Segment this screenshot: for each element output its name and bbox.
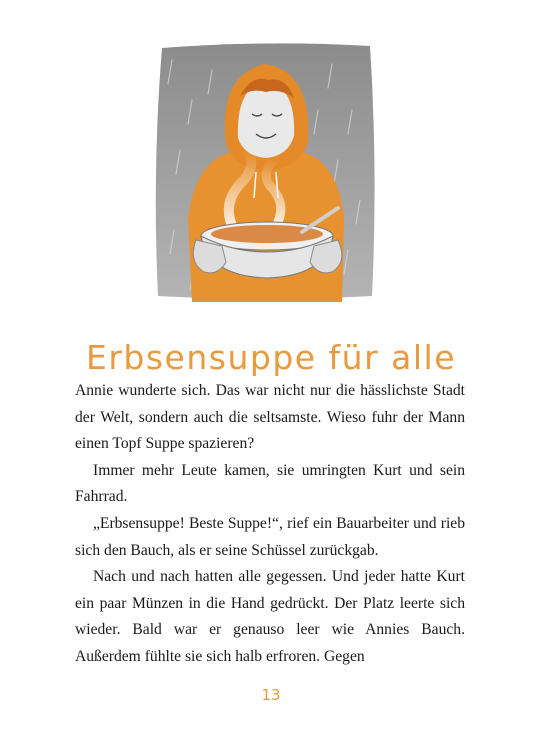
paragraph: Nach und nach hatten alle gegessen. Und jeder hatte Kurt ein paar Münzen in die Hand gedrückt. Der Platz leerte sich wieder. Bald war er genauso leer wie Annies Bauch. Außerdem fühlte sie sich halb erfroren. Gegen	[75, 568, 465, 665]
story-text	[75, 378, 465, 671]
paragraph: „Erbsensuppe! Beste Suppe!“, rief ein Bauarbeiter und rieb sich den Bauch, als er seine Schüssel zurückgab.	[75, 514, 465, 559]
chapter-illustration	[152, 40, 378, 302]
girl-with-soup-image	[152, 40, 378, 302]
page-number: 13	[261, 686, 281, 704]
paragraph: Immer mehr Leute kamen, sie umringten Kurt und sein Fahrrad.	[75, 461, 465, 506]
paragraph: Annie wunderte sich. Das war nicht nur die hässlichste Stadt der Welt, sondern auch die seltsamste. Wieso fuhr der Mann einen Topf Suppe spazieren?	[75, 382, 465, 453]
chapter-title: Erbsensuppe für alle	[85, 338, 457, 378]
